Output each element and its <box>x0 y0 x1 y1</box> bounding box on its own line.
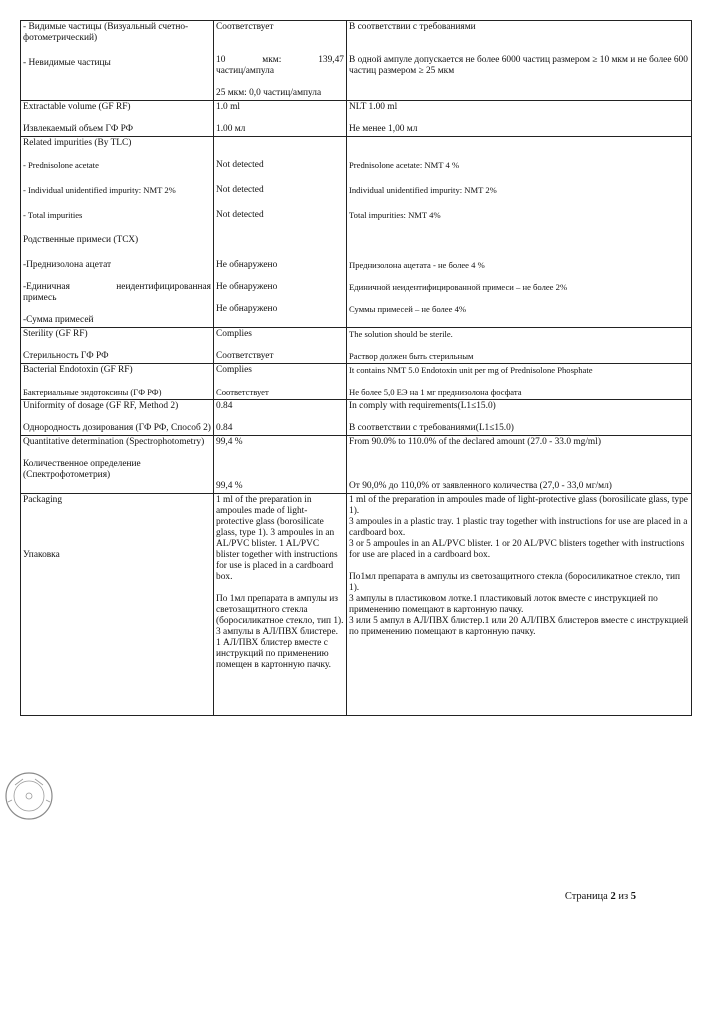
indiv-impurity-name-en: - Individual unidentified impurity: NMT 2% <box>23 185 176 195</box>
invisible-particles-result-25: 25 мкм: 0,0 частиц/ампула <box>216 88 322 98</box>
table-row-bacterial-endotoxin <box>21 364 692 400</box>
uniformity-req-ru: В соответствии с требованиями(L1≤15.0) <box>349 423 514 433</box>
table-row-uniformity <box>21 400 692 436</box>
quantitative-result-en: 99,4 % <box>216 437 243 447</box>
quantitative-result-ru: 99,4 % <box>216 481 243 491</box>
packaging-req-en-3: 3 or 5 ampoules in an AL/PVC blister. 1 or 20 AL/PVC blisters together with instructions for use are placed in a cardboard box. <box>349 539 685 560</box>
sterility-result-en: Complies <box>216 329 252 339</box>
stamp-seal-icon <box>3 770 55 822</box>
quantitative-req-ru: От 90,0% до 110,0% от заявленного количества (27,0 - 33,0 мг/мл) <box>349 481 612 491</box>
sterility-name-ru: Стерильность ГФ РФ <box>23 351 109 361</box>
invisible-particles-result: 10 мкм: 139,47 <box>216 55 344 65</box>
pred-acetate-result-ru: Не обнаружено <box>216 260 278 270</box>
pred-acetate-name-en: - Prednisolone acetate <box>23 160 99 170</box>
uniformity-result-ru: 0.84 <box>216 423 233 433</box>
pred-acetate-name-ru: -Преднизолона ацетат <box>23 260 112 270</box>
extractable-result-ru: 1.00 мл <box>216 124 246 134</box>
total-impurities-req-ru: Суммы примесей – не более 4% <box>349 304 467 314</box>
sterility-name-en: Sterility (GF RF) <box>23 329 88 339</box>
extractable-name-ru: Извлекаемый объем ГФ РФ <box>23 124 134 134</box>
total-impurities-result-ru: Не обнаружено <box>216 304 278 314</box>
invisible-particles-unit: частиц/ампула <box>216 66 274 76</box>
total-impurities-result-en: Not detected <box>216 210 264 220</box>
total-impurities-name-en: - Total impurities <box>23 210 83 220</box>
page-total: 5 <box>630 891 636 902</box>
visible-particles-result: Соответствует <box>216 22 274 32</box>
packaging-req-en-1: 1 ml of the preparation in ampoules made of light-protective glass (borosilicate glass, type 1). <box>349 495 688 516</box>
endotoxin-name-en: Bacterial Endotoxin (GF RF) <box>23 365 133 375</box>
table-row-quantitative <box>21 436 692 494</box>
indiv-impurity-result-ru: Не обнаружено <box>216 282 278 292</box>
impurities-header-ru: Родственные примеси (ТСХ) <box>23 235 139 245</box>
table-row-extractable-volume <box>21 101 692 137</box>
pred-acetate-result-en: Not detected <box>216 160 264 170</box>
impurities-header-en: Related impurities (By TLC) <box>23 138 132 148</box>
page-current: 2 <box>610 891 616 902</box>
indiv-impurity-result-en: Not detected <box>216 185 264 195</box>
table-row-particles <box>21 21 692 101</box>
extractable-result-en: 1.0 ml <box>216 102 240 112</box>
sterility-req-ru: Раствор должен быть стерильным <box>349 351 474 361</box>
uniformity-result-en: 0.84 <box>216 401 233 411</box>
table-row-packaging <box>21 494 692 716</box>
sterility-req-en: The solution should be sterile. <box>349 329 453 339</box>
packaging-req-ru-1: По1мл препарата в ампулы из светозащитного стекла (боросиликатное стекло, тип 1). <box>349 572 681 593</box>
endotoxin-result-ru: Соответствует <box>216 387 269 397</box>
sterility-result-ru: Соответствует <box>216 351 274 361</box>
cell-result <box>214 21 347 101</box>
total-impurities-name-ru: -Сумма примесей <box>23 315 94 325</box>
extractable-req-ru: Не менее 1,00 мл <box>349 124 418 134</box>
endotoxin-result-en: Complies <box>216 365 252 375</box>
table-row-related-impurities <box>21 137 692 328</box>
total-impurities-req-en: Total impurities: NMT 4% <box>349 210 441 220</box>
endotoxin-req-en: It contains NMT 5.0 Endotoxin unit per mg of Prednisolone Phosphate <box>349 365 593 375</box>
quantitative-req-en: From 90.0% to 110.0% of the declared amount (27.0 - 33.0 mg/ml) <box>349 437 601 447</box>
cell-requirement <box>347 21 692 101</box>
endotoxin-req-ru: Не более 5,0 ЕЭ на 1 мг преднизолона фосфата <box>349 387 522 397</box>
invisible-particles-req: В одной ампуле допускается не более 6000 частиц размером ≥ 10 мкм и не более 600 частиц размером ≥ 25 мкм <box>349 55 688 76</box>
visible-particles-name: - Видимые частицы (Визуальный счетно-фотометрический) <box>23 22 189 43</box>
page-prefix: Страница <box>564 891 608 902</box>
specification-table <box>20 20 692 716</box>
packaging-result-ru: По 1мл препарата в ампулы из светозащитного стекла (боросиликатное стекло, тип 1). 3 ампулы в АЛ/ПВХ блистере. 1 АЛ/ПВХ блистер вместе с инструкций по применению помещен в картонную пачку. <box>216 594 344 670</box>
uniformity-req-en: In comply with requirements(L1≤15.0) <box>349 401 496 411</box>
indiv-impurity-name-ru-cont: примесь <box>23 293 57 303</box>
quantitative-name-en: Quantitative determination (Spectrophotometry) <box>23 437 205 447</box>
endotoxin-name-ru: Бактериальные эндотоксины (ГФ РФ) <box>23 387 162 397</box>
packaging-name-ru: Упаковка <box>23 550 60 560</box>
table-row-sterility <box>21 328 692 364</box>
invisible-particles-name: - Невидимые частицы <box>23 58 111 68</box>
quantitative-name-ru: Количественное определение (Спектрофотометрия) <box>23 459 141 480</box>
extractable-name-en: Extractable volume (GF RF) <box>23 102 131 112</box>
indiv-impurity-req-ru: Единичной неидентифицированной примеси – не более 2% <box>349 282 568 292</box>
indiv-impurity-req-en: Individual unidentified impurity: NMT 2% <box>349 185 497 195</box>
pred-acetate-req-ru: Преднизолона ацетата - не более 4 % <box>349 260 485 270</box>
packaging-req-en-2: 3 ampoules in a plastic tray. 1 plastic tray together with instructions for use are placed in a cardboard box. <box>349 517 688 538</box>
page-number <box>565 891 636 902</box>
indiv-impurity-name-ru: -Единичная неидентифицированная <box>23 282 211 292</box>
packaging-name-en: Packaging <box>23 495 63 505</box>
packaging-result-en: 1 ml of the preparation in ampoules made of light-protective glass (borosilicate glass, type 1). 3 ampoules in an AL/PVC blister. 1 AL/PVC blister together with instructions for use is placed in a cardboard box. <box>216 495 338 582</box>
page-of: из <box>618 891 629 902</box>
cell-test-name <box>21 21 214 101</box>
visible-particles-req: В соответствии с требованиями <box>349 22 476 32</box>
pred-acetate-req-en: Prednisolone acetate: NMT 4 % <box>349 160 460 170</box>
uniformity-name-en: Uniformity of dosage (GF RF, Method 2) <box>23 401 179 411</box>
packaging-req-ru-3: 3 или 5 ампул в АЛ/ПВХ блистер.1 или 20 АЛ/ПВХ блистеров вместе с инструкцией по применению помещают в картонную пачку. <box>349 616 689 637</box>
extractable-req-en: NLT 1.00 ml <box>349 102 398 112</box>
uniformity-name-ru: Однородность дозирования (ГФ РФ, Способ 2) <box>23 423 211 433</box>
packaging-req-ru-2: 3 ампулы в пластиковом лотке.1 пластиковый лоток вместе с инструкцией по применению помещают в картонную пачку. <box>349 594 658 615</box>
